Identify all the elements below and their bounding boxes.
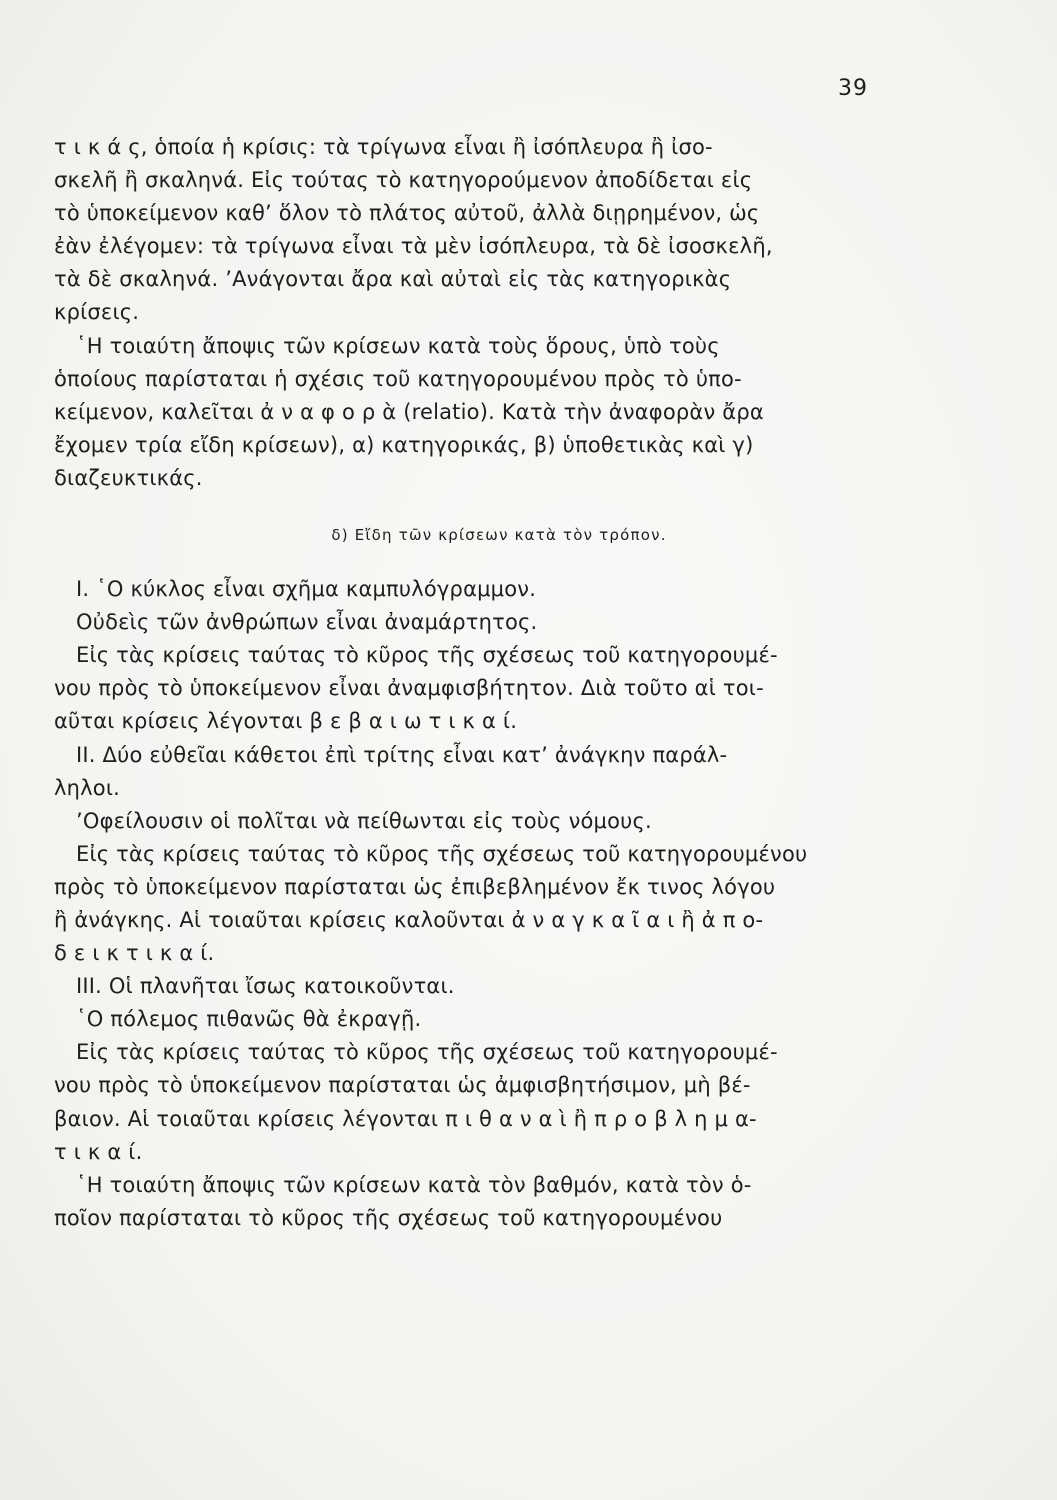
text-line: ῾Η τοιαύτη ἄποψις τῶν κρίσεων κατὰ τοὺς ὅρους, ὑπὸ τοὺς [76,333,720,358]
text-line: κρίσεις. [54,300,140,325]
text-line: τὸ ὑποκείμενον καθ’ ὅλον τὸ πλάτος αὐτοῦ, ἀλλὰ διῃρημένον, ὡς [54,201,760,226]
text-line: τ ι κ ά ς, ὁποία ἡ κρίσις: τὰ τρίγωνα εἶναι ἢ ἰσόπλευρα ἢ ἰσο- [54,135,713,159]
text-line: ληλοι. [54,775,120,800]
text-line: πρὸς τὸ ὑποκείμενον παρίσταται ὡς ἐπιβεβλημένον ἔκ τινος λόγου [54,874,776,899]
text-line: τὰ δὲ σκαληνά. ’Ανάγονται ἄρα καὶ αὐταὶ εἰς τὰς κατηγορικὰς [54,267,732,292]
text-line: αῦται κρίσεις λέγονται β ε β α ι ω τ ι κ α ί. [54,709,518,734]
text-line: II. Δύο εὐθεῖαι κάθετοι ἐπὶ τρίτης εἶναι κατ’ ἀνάγκην παράλ- [76,742,728,767]
text-line: III. Οἱ πλανῆται ἴσως κατοικοῦνται. [76,974,455,999]
text-line: Εἰς τὰς κρίσεις ταύτας τὸ κῦρος τῆς σχέσεως τοῦ κατηγορουμένου [76,841,808,866]
text-line: ’Οφείλουσιν οἱ πολῖται νὰ πείθωνται εἰς τοὺς νόμους. [76,808,652,833]
text-line: Οὐδεὶς τῶν ἀνθρώπων εἶναι ἀναμάρτητος. [76,610,538,635]
text-line: νου πρὸς τὸ ὑποκείμενον παρίσταται ὡς ἀμφισβητήσιμον, μὴ βέ- [54,1073,751,1098]
text-line: ὁποίους παρίσταται ἡ σχέσις τοῦ κατηγορουμένου πρὸς τὸ ὑπο- [54,366,742,391]
text-line: Εἰς τὰς κρίσεις ταύτας τὸ κῦρος τῆς σχέσεως τοῦ κατηγορουμέ- [76,643,778,668]
text-line: ῾Η τοιαύτη ἄποψις τῶν κρίσεων κατὰ τὸν βαθμόν, κατὰ τὸν ὁ- [76,1172,752,1197]
text-line: I. ῾Ο κύκλος εἶναι σχῆμα καμπυλόγραμμον. [76,577,537,602]
text-line: ἔχομεν τρία εἴδη κρίσεων), α) κατηγορικάς, β) ὑποθετικὰς καὶ γ) [54,432,754,457]
text-line: τ ι κ α ί. [54,1139,143,1164]
section-heading: δ) Εἴδη τῶν κρίσεων κατὰ τὸν τρόπον. [331,526,667,545]
text-line: ποῖον παρίσταται τὸ κῦρος τῆς σχέσεως τοῦ κατηγορουμένου [54,1205,723,1230]
page-number: 39 [838,76,868,101]
page-body [54,131,904,1235]
text-line: ῾Ο πόλεμος πιθανῶς θὰ ἐκραγῇ. [76,1007,422,1032]
text-line: διαζευκτικάς. [54,465,203,490]
text-line: κείμενον, καλεῖται ἀ ν α φ ο ρ ὰ (relatio). Κατὰ τὴν ἀναφορὰν ἄρα [54,399,764,424]
text-line: δ ε ι κ τ ι κ α ί. [54,941,215,966]
text-line: ἢ ἀνάγκης. Αἱ τοιαῦται κρίσεις καλοῦνται ἀ ν α γ κ α ῖ α ι ἢ ἀ π ο- [54,907,764,932]
text-line: ἐὰν ἐλέγομεν: τὰ τρίγωνα εἶναι τὰ μὲν ἰσόπλευρα, τὰ δὲ ἰσοσκελῆ, [54,234,773,259]
text-line: σκελῆ ἢ σκαληνά. Εἰς τούτας τὸ κατηγορούμενον ἀποδίδεται εἰς [54,168,753,193]
text-line: βαιον. Αἱ τοιαῦται κρίσεις λέγονται π ι θ α ν α ὶ ἢ π ρ ο β λ η μ α- [54,1106,757,1131]
text-line: Εἰς τὰς κρίσεις ταύτας τὸ κῦρος τῆς σχέσεως τοῦ κατηγορουμέ- [76,1040,778,1065]
text-line: νου πρὸς τὸ ὑποκείμενον εἶναι ἀναμφισβήτητον. Διὰ τοῦτο αἱ τοι- [54,676,764,701]
